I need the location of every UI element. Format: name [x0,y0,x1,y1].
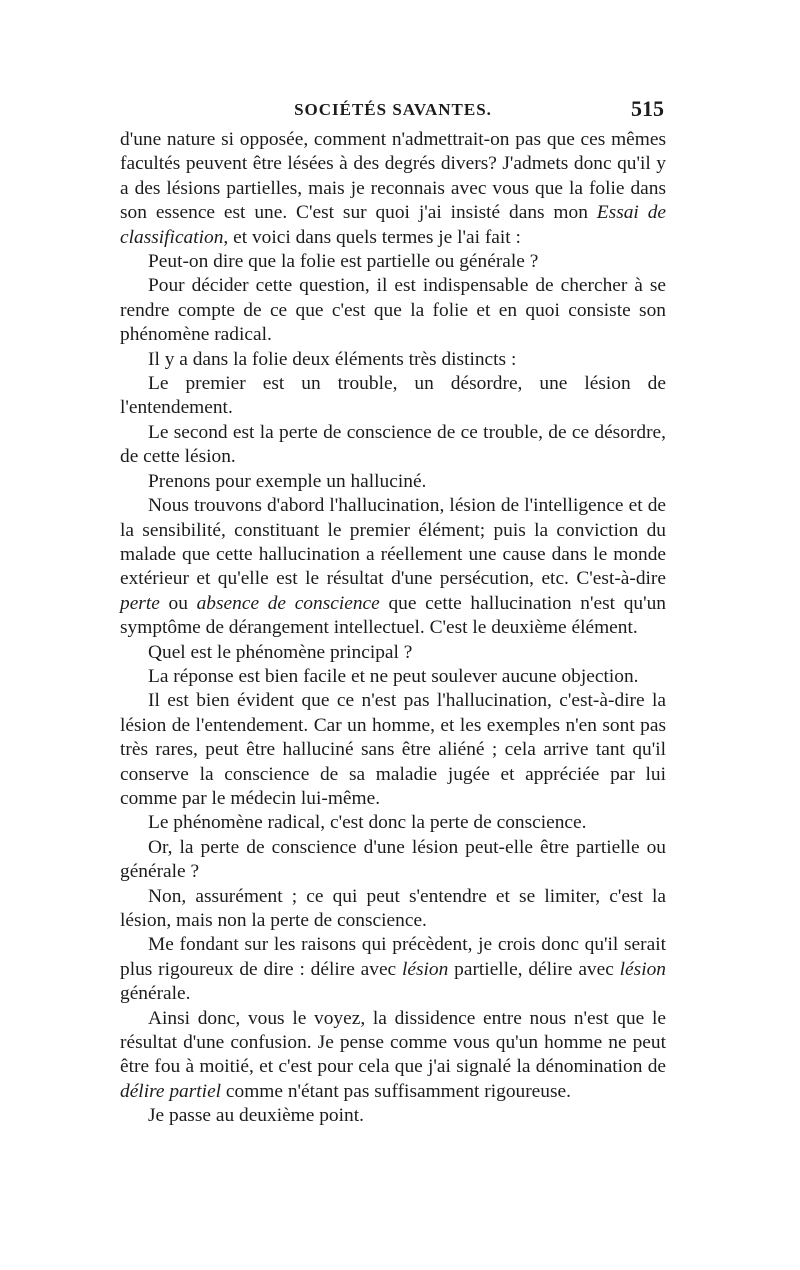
paragraph [120,494,666,640]
italic-title-essai: Essai de classification [120,202,666,248]
paragraph: La réponse est bien facile et ne peut soulever aucune objection. [148,665,639,687]
paragraph: Je passe au deuxième point. [148,1105,364,1127]
paragraph: Non, assurément ; ce qui peut s'entendre et se limiter, c'est la lésion, mais non la perte de conscience. [120,885,666,931]
running-head [120,96,666,124]
text-run: comme n'étant pas suffisamment rigoureuse. [221,1080,571,1102]
paragraph: Le phénomène radical, c'est donc la perte de conscience. [148,812,587,834]
paragraph-question: Quel est le phénomène principal ? [148,641,413,663]
paragraph: Le second est la perte de conscience de ce trouble, de ce désordre, de cette lésion. [120,421,666,468]
text-run: Me fondant sur les raisons qui précèdent, je crois donc qu'il serait plus rigoureux de dire : délire avec [120,934,666,980]
page-number: 515 [631,96,664,121]
text-run: générale. [120,983,191,1005]
text-run: ou [159,592,197,614]
paragraph: Il est bien évident que ce n'est pas l'hallucination, c'est-à-dire la lésion de l'entendement. Car un homme, et les exemples n'en sont pas très rares, peut être halluciné sans être aliéné ; cela arrive tant qu'il conserve la conscience de sa maladie jugée et appréciée par lui comme par le médecin lui-même. [120,690,666,809]
italic-lesion: lésion [402,958,449,980]
text-run: partielle, délire avec [448,958,620,980]
text-run: Nous trouvons d'abord l'hallucination, lésion de l'intelligence et de la sensibilité, constituant le premier élément; puis la conviction du malade que cette hallucination a réellement une cause dans le monde extérieur et qu'elle est le résultat d'une persécution, etc. C'est-à-dire [120,495,666,590]
paragraph [120,1007,666,1105]
text-run: Ainsi donc, vous le voyez, la dissidence entre nous n'est que le résultat d'une confusion. Je pense comme vous qu'un homme ne peut être fou à moitié, et c'est pour cela que j'ai signalé la dénomination de [120,1007,666,1078]
paragraph: Le premier est un trouble, un désordre, une lésion de l'entendement. [120,373,666,419]
paragraph [120,933,666,1006]
italic-perte: perte [120,592,160,614]
paragraph-continuation [120,128,666,250]
text-run: d'une nature si opposée, comment n'admettrait-on pas que ces mêmes facultés peuvent être lésées à des degrés divers? J'admets donc qu'il y a des lésions partielles, mais je reconnais avec vous que la folie dans son essence est une. C'est sur quoi j'ai insisté dans mon [120,129,666,224]
italic-absence-de-conscience: absence de conscience [196,592,380,614]
paragraph-question: Or, la perte de conscience d'une lésion peut-elle être partielle ou générale ? [120,836,666,883]
text-run: , et voici dans quels termes je l'ai fait : [223,226,521,248]
paragraph: Pour décider cette question, il est indispensable de chercher à se rendre compte de ce que c'est que la folie et en quoi consiste son phénomène radical. [120,275,666,346]
text-run: que cette hallucination n'est qu'un symptôme de dérangement intellectuel. C'est le deuxième élément. [120,592,666,639]
running-title: SOCIÉTÉS SAVANTES. [294,100,492,119]
paragraph: Il y a dans la folie deux éléments très distincts : [148,348,517,370]
paragraph-question: Peut-on dire que la folie est partielle ou générale ? [148,251,539,273]
italic-lesion: lésion [619,958,666,980]
italic-delire-partiel: délire partiel [120,1080,222,1102]
paragraph: Prenons pour exemple un halluciné. [148,470,427,492]
body-text [120,128,666,1129]
